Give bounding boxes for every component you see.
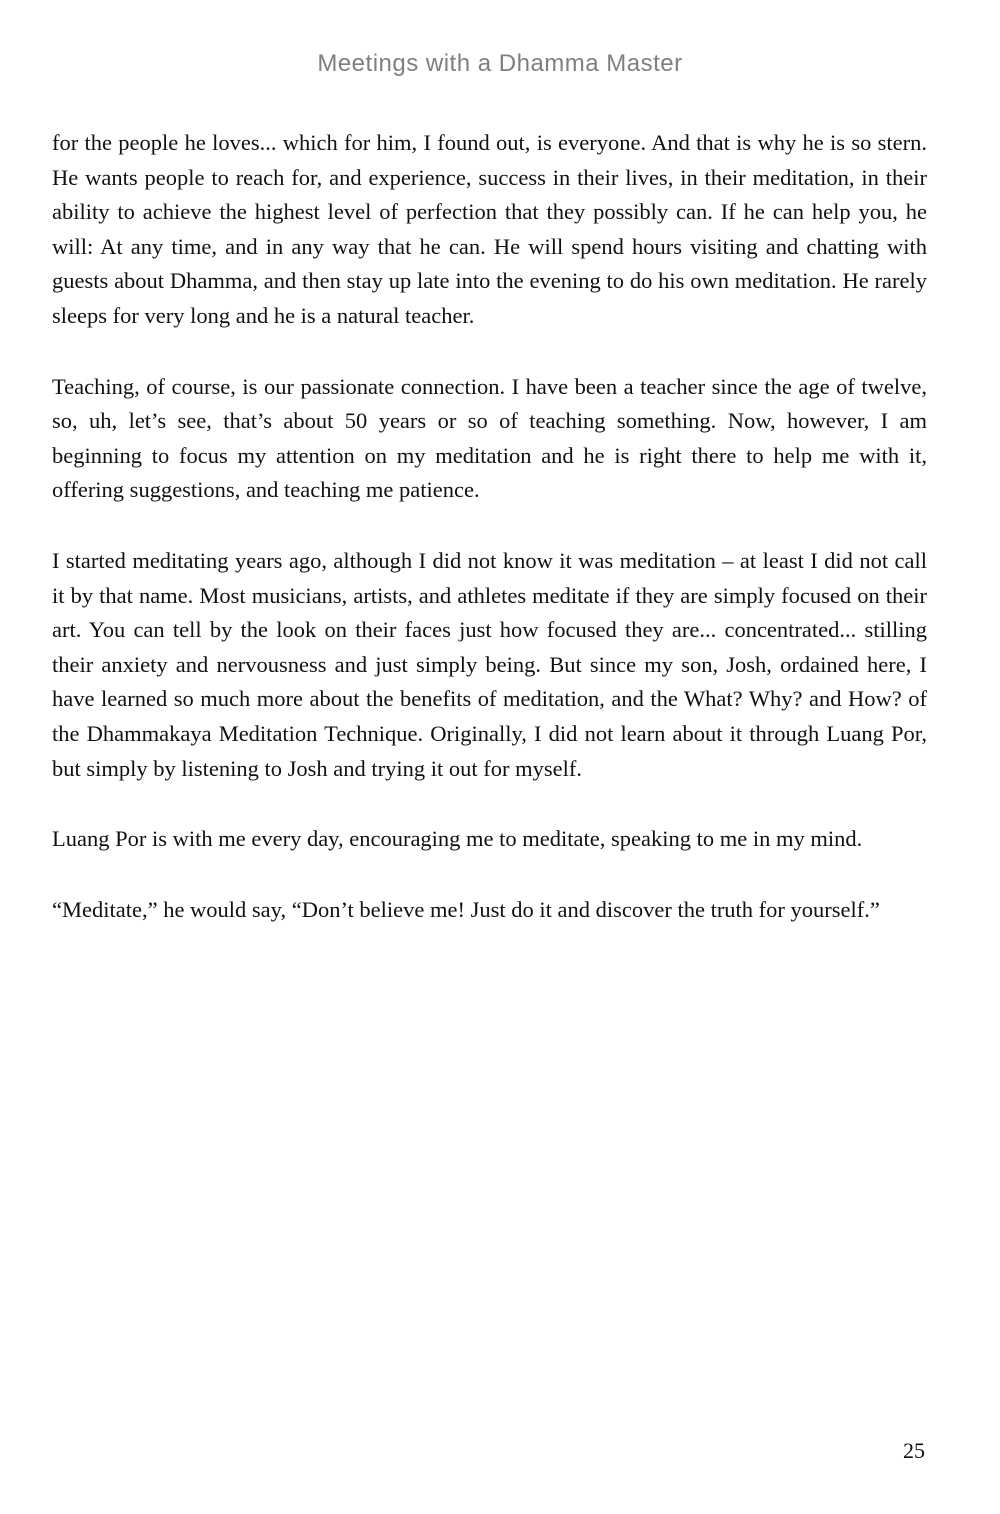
- paragraph: I started meditating years ago, although I did not know it was meditation – at least I did not call it by that name. Most musicians, artists, and athletes meditate if they are simply focused on their art. You can tell by the look on their faces just how focused they are... concentrated... stilling their anxiety and nervousness and just simply being. But since my son, Josh, ordained here, I have learned so much more about the benefits of meditation, and the What? Why? and How? of the Dhammakaya Meditation Technique. Originally, I did not learn about it through Luang Por, but simply by listening to Josh and trying it out for myself.: [52, 547, 927, 781]
- running-header: Meetings with a Dhamma Master: [317, 50, 683, 77]
- page-number: 25: [903, 1438, 925, 1463]
- body-text: [52, 126, 927, 963]
- paragraph: for the people he loves... which for him, I found out, is everyone. And that is why he is so stern. He wants people to reach for, and experience, success in their lives, in their meditation, in their ability to achieve the highest level of perfection that they possibly can. If he can help you, he will: At any time, and in any way that he can. He will spend hours visiting and chatting with guests about Dhamma, and then stay up late into the evening to do his own meditation. He rarely sleeps for very long and he is a natural teacher.: [52, 130, 927, 328]
- paragraph: “Meditate,” he would say, “Don’t believe me! Just do it and discover the truth for yourself.”: [52, 896, 880, 922]
- paragraph: Luang Por is with me every day, encouraging me to meditate, speaking to me in my mind.: [52, 826, 863, 852]
- paragraph: Teaching, of course, is our passionate connection. I have been a teacher since the age of twelve, so, uh, let’s see, that’s about 50 years or so of teaching something. Now, however, I am beginning to focus my attention on my meditation and he is right there to help me with it, offering suggestions, and teaching me patience.: [52, 373, 927, 503]
